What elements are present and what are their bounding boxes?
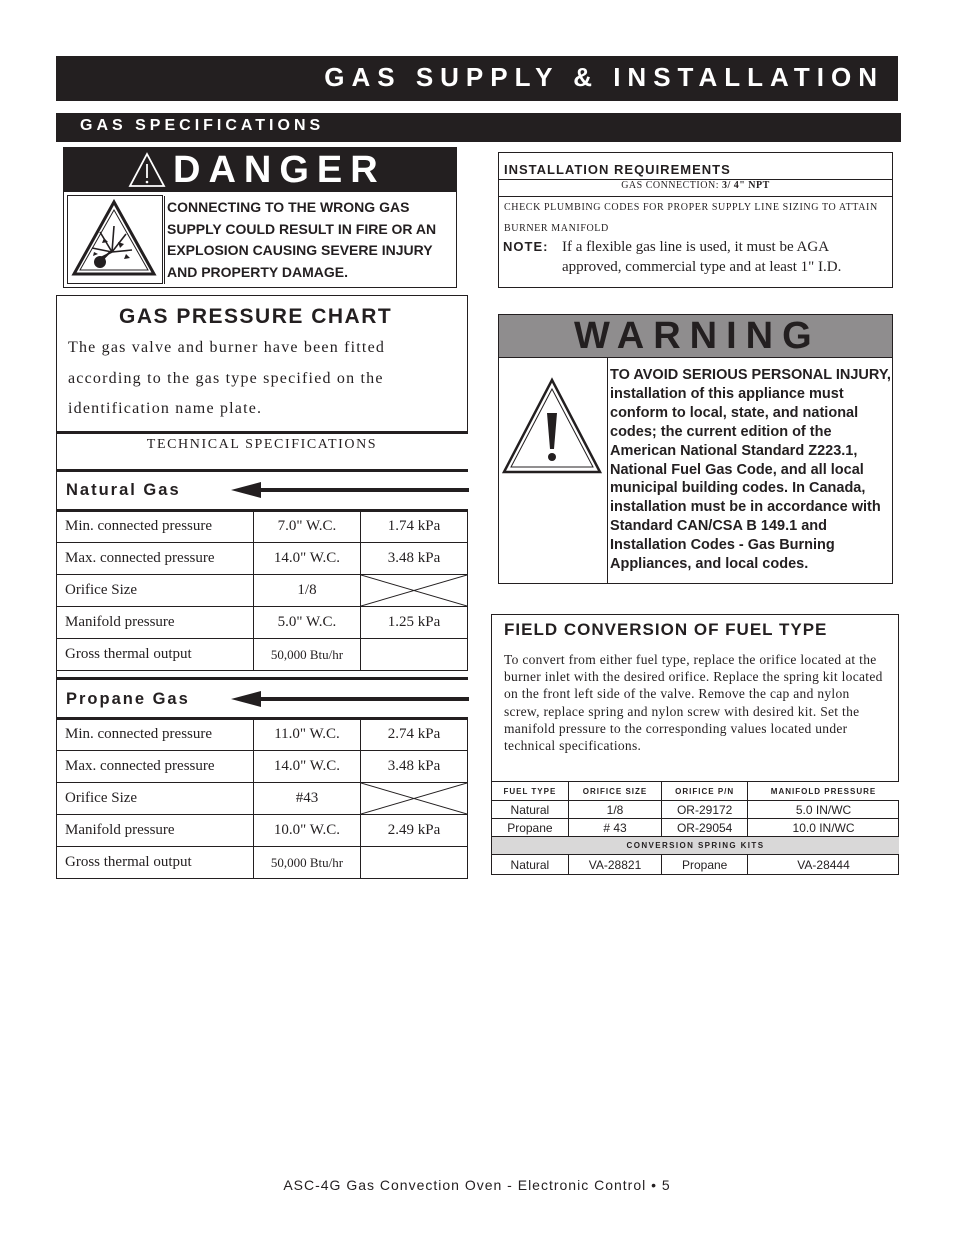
field-conversion-title: FIELD CONVERSION OF FUEL TYPE <box>504 620 828 639</box>
warning-message: TO AVOID SERIOUS PERSONAL INJURY, installation of this appliance must conform to local, state, and national codes; the current edition of the American National Standard Z223.1, National Fuel Gas Code, and all local municipal building codes. In Canada, installation must be in accordance with Standard CAN/CSA B 149.1 and Installation Codes - Gas Burning Appliances, and local codes. <box>610 367 891 573</box>
danger-title-bar <box>64 148 456 192</box>
exclamation-triangle-icon <box>501 377 603 475</box>
table-row <box>57 575 468 607</box>
table-cell: # 43 <box>568 819 662 837</box>
table-cell: Propane <box>492 819 568 837</box>
spec-name: Min. connected pressure <box>57 719 254 751</box>
page-footer: ASC-4G Gas Convection Oven - Electronic Control • 5 <box>283 1177 671 1193</box>
table-cell: Natural <box>492 855 568 875</box>
section-header <box>56 113 901 142</box>
spec-value: #43 <box>254 783 361 815</box>
table-row <box>492 855 899 875</box>
spec-value-kpa: 1.74 kPa <box>361 511 468 543</box>
note-text: If a flexible gas line is used, it must be AGA approved, commercial type and at least 1" I.D. <box>562 239 842 275</box>
column-header: ORIFICE SIZE <box>568 782 662 801</box>
page-title: GAS SUPPLY & INSTALLATION <box>324 62 884 92</box>
danger-message: CONNECTING TO THE WRONG GAS SUPPLY COULD RESULT IN FIRE OR AN EXPLOSION CAUSING SEVERE INJURY AND PROPERTY DAMAGE. <box>164 196 457 284</box>
spec-value-kpa: 3.48 kPa <box>361 543 468 575</box>
column-header: MANIFOLD PRESSURE <box>748 782 899 801</box>
spec-name: Gross thermal output <box>57 847 254 879</box>
warning-title: WARNING <box>574 315 821 357</box>
spec-name: Min. connected pressure <box>57 511 254 543</box>
table-row <box>57 511 468 543</box>
propane-gas-table <box>57 718 468 879</box>
natural-gas-table <box>57 510 468 671</box>
table-cell: 5.0 IN/WC <box>748 801 899 819</box>
table-cell: 10.0 IN/WC <box>748 819 899 837</box>
spec-value-kpa: 2.74 kPa <box>361 719 468 751</box>
spec-value: 7.0" W.C. <box>254 511 361 543</box>
column-header: FUEL TYPE <box>492 782 568 801</box>
table-row <box>57 607 468 639</box>
spec-name: Manifold pressure <box>57 607 254 639</box>
spec-name: Max. connected pressure <box>57 543 254 575</box>
field-conversion-description: To convert from either fuel type, replace the orifice located at the burner inlet with the desired orifice. Replace the spring kit located on the front left side of the valve. Remove the cap and nylon screw, replace spring and nylon screw with desired kit. Set the manifold pressure to the corresponding values located under technical specifications. <box>504 652 883 754</box>
gas-pressure-chart-title: GAS PRESSURE CHART <box>119 305 393 328</box>
spec-value: 50,000 Btu/hr <box>254 639 361 671</box>
warning-title-bar <box>499 315 892 358</box>
danger-title: DANGER <box>173 149 386 191</box>
arrow-left-icon <box>231 690 469 708</box>
spring-kits-header-row <box>492 837 899 855</box>
arrow-left-icon <box>231 481 469 499</box>
table-cell: Propane <box>662 855 748 875</box>
table-row <box>57 751 468 783</box>
explosion-icon <box>67 195 163 284</box>
installation-note <box>503 237 888 277</box>
gas-pressure-chart-description: The gas valve and burner have been fitted according to the gas type specified on the identification name plate. <box>68 339 386 417</box>
empty-cell-cross <box>361 783 468 815</box>
table-row <box>57 639 468 671</box>
section-title: GAS SPECIFICATIONS <box>80 117 325 134</box>
technical-specifications-label: TECHNICAL SPECIFICATIONS <box>146 437 378 452</box>
table-row <box>57 543 468 575</box>
spec-value-kpa: 3.48 kPa <box>361 751 468 783</box>
table-cell: Natural <box>492 801 568 819</box>
column-header: ORIFICE P/N <box>662 782 748 801</box>
table-row <box>57 783 468 815</box>
danger-box <box>63 147 457 288</box>
gas-pressure-chart <box>56 295 468 879</box>
spec-name: Manifold pressure <box>57 815 254 847</box>
spec-name: Max. connected pressure <box>57 751 254 783</box>
divider <box>57 431 468 434</box>
table-cell: VA-28444 <box>748 855 899 875</box>
spec-value: 50,000 Btu/hr <box>254 847 361 879</box>
gas-connection-value: 3/ 4" NPT <box>721 180 770 191</box>
table-row <box>57 847 468 879</box>
divider <box>57 677 468 680</box>
warning-box <box>498 314 893 584</box>
fuel-conversion-table <box>492 781 899 875</box>
table-row <box>57 815 468 847</box>
installation-requirements-title: INSTALLATION REQUIREMENTS <box>504 162 731 177</box>
note-label: NOTE: <box>503 239 549 254</box>
table-cell: 1/8 <box>568 801 662 819</box>
field-conversion-box <box>491 614 899 875</box>
spec-value-kpa <box>361 847 468 879</box>
page-header <box>56 56 898 101</box>
empty-cell-cross <box>361 575 468 607</box>
table-cell: VA-28821 <box>568 855 662 875</box>
spec-value: 14.0" W.C. <box>254 751 361 783</box>
spec-value: 11.0" W.C. <box>254 719 361 751</box>
warning-icon-panel <box>499 358 608 584</box>
table-row <box>492 801 899 819</box>
natural-gas-label: Natural Gas <box>66 481 181 499</box>
table-row <box>492 819 899 837</box>
spec-name: Gross thermal output <box>57 639 254 671</box>
table-row <box>57 719 468 751</box>
table-cell: OR-29054 <box>662 819 748 837</box>
spec-value-kpa <box>361 639 468 671</box>
divider <box>57 469 468 472</box>
spec-name: Orifice Size <box>57 783 254 815</box>
spec-value: 10.0" W.C. <box>254 815 361 847</box>
spec-name: Orifice Size <box>57 575 254 607</box>
spec-value: 14.0" W.C. <box>254 543 361 575</box>
spec-value: 1/8 <box>254 575 361 607</box>
table-cell: OR-29172 <box>662 801 748 819</box>
spring-kits-label: CONVERSION SPRING KITS <box>492 837 899 855</box>
warning-triangle-icon <box>128 152 166 188</box>
spec-value-kpa: 2.49 kPa <box>361 815 468 847</box>
spec-value: 5.0" W.C. <box>254 607 361 639</box>
installation-requirements-box <box>498 152 893 288</box>
gas-connection-label: GAS CONNECTION: <box>621 180 719 191</box>
spec-value-kpa: 1.25 kPa <box>361 607 468 639</box>
gas-connection <box>499 180 892 191</box>
propane-gas-label: Propane Gas <box>66 690 190 708</box>
table-header-row <box>492 782 899 801</box>
plumbing-codes-text: CHECK PLUMBING CODES FOR PROPER SUPPLY LINE SIZING TO ATTAIN BURNER MANIFOLD <box>504 202 878 234</box>
